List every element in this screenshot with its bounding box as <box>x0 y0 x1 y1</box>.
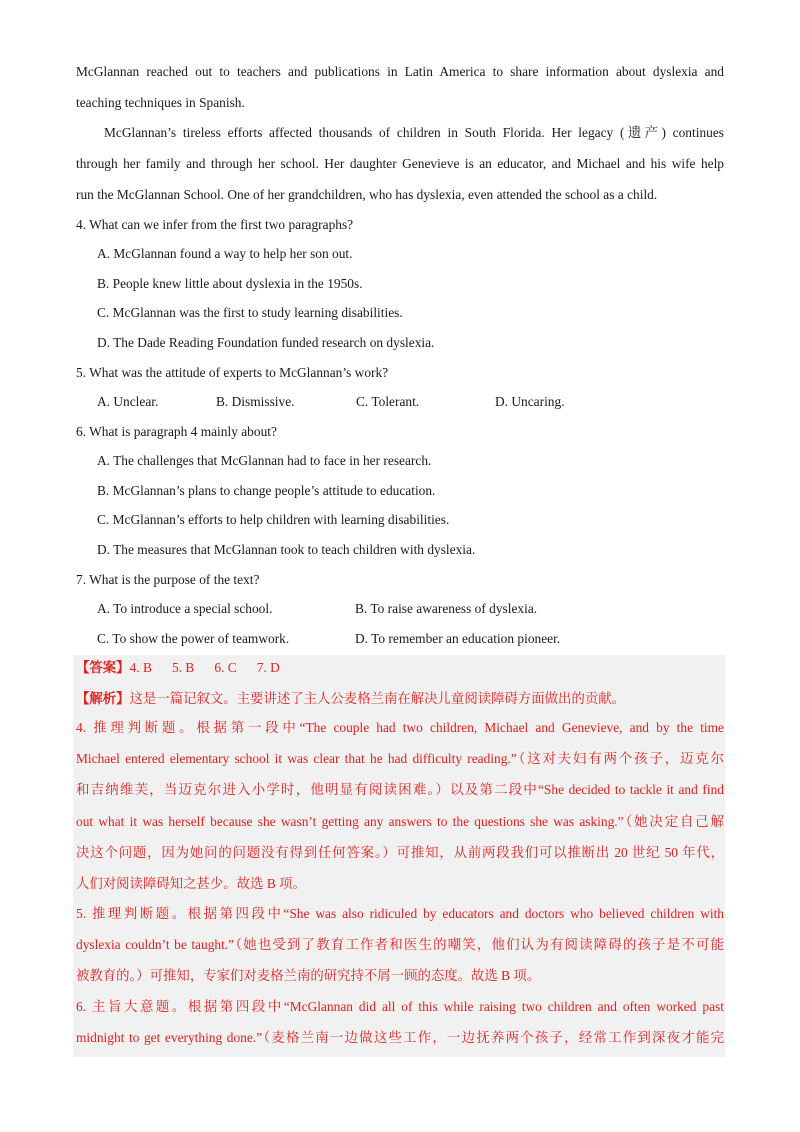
question-7-option-c: C. To show the power of teamwork. <box>97 631 290 646</box>
question-7-option-a: A. To introduce a special school. <box>97 601 273 616</box>
question-4-option-d: D. The Dade Reading Foundation funded research on dyslexia. <box>97 335 435 350</box>
answer-keys: 4. B 5. B 6. C 7. D <box>129 660 280 675</box>
analysis-line: 决这个问题，因为她问的问题没有得到任何答案。）可推知，从前两段我们可以推断出 20 世纪 50 年代， <box>76 845 724 860</box>
analysis-line: 4. 推理判断题。根据第一段中“The couple had two children, Michael and Genevieve, and by the time <box>76 720 724 735</box>
question-5-option-c: C. Tolerant. <box>356 394 420 409</box>
analysis-line: Michael entered elementary school it was clear that he had difficulty reading.”（这对夫妇有两个孩子，迈克尔 <box>76 751 724 766</box>
analysis-line: 人们对阅读障碍知之甚少。故选 B 项。 <box>76 876 306 891</box>
analysis-line: 被教育的。）可推知，专家们对麦格兰南的研究持不屑一顾的态度。故选 B 项。 <box>76 968 541 983</box>
question-6-stem: 6. What is paragraph 4 mainly about? <box>76 424 277 439</box>
answer-label: 【答案】 <box>76 660 130 675</box>
analysis-line: midnight to get everything done.”（麦格兰南一边做这些工作，一边抚养两个孩子，经常工作到深夜才能完 <box>76 1030 724 1045</box>
question-6-option-a: A. The challenges that McGlannan had to face in her research. <box>97 453 432 468</box>
analysis-line: 和吉纳维芙，当迈克尔进入小学时，他明显有阅读困难。）以及第二段中“She decided to tackle it and find <box>76 782 724 797</box>
question-7-option-d: D. To remember an education pioneer. <box>355 631 561 646</box>
analysis-line: out what it was herself because she wasn’t getting any answers to the questions she was asking.”（她决定自己解 <box>76 814 724 829</box>
question-4-option-b: B. People knew little about dyslexia in the 1950s. <box>97 276 363 291</box>
analysis-intro-line <box>76 689 724 709</box>
answer-line <box>76 658 724 678</box>
question-5-option-d: D. Uncaring. <box>495 394 565 409</box>
passage-line: run the McGlannan School. One of her grandchildren, who has dyslexia, even attended the school as a child. <box>76 187 658 202</box>
question-4-stem: 4. What can we infer from the first two paragraphs? <box>76 217 354 232</box>
passage-line: teaching techniques in Spanish. <box>76 95 245 110</box>
question-5-stem: 5. What was the attitude of experts to McGlannan’s work? <box>76 365 389 380</box>
question-6-option-c: C. McGlannan’s efforts to help children with learning disabilities. <box>97 512 450 527</box>
question-6-option-b: B. McGlannan’s plans to change people’s attitude to education. <box>97 483 436 498</box>
question-7-stem: 7. What is the purpose of the text? <box>76 572 260 587</box>
analysis-intro: 这是一篇记叙文。主要讲述了主人公麦格兰南在解决儿童阅读障碍方面做出的贡献。 <box>129 691 626 706</box>
question-5-option-a: A. Unclear. <box>97 394 159 409</box>
question-4-option-a: A. McGlannan found a way to help her son out. <box>97 246 353 261</box>
analysis-label: 【解析】 <box>76 691 130 706</box>
passage-line: through her family and through her school. Her daughter Genevieve is an educator, and Michael and his wife help <box>76 156 724 171</box>
question-6-option-d: D. The measures that McGlannan took to teach children with dyslexia. <box>97 542 476 557</box>
analysis-line: 6. 主旨大意题。根据第四段中“McGlannan did all of this while raising two children and often worked past <box>76 999 724 1014</box>
question-4-option-c: C. McGlannan was the first to study learning disabilities. <box>97 305 403 320</box>
question-5-option-b: B. Dismissive. <box>216 394 295 409</box>
passage-line: McGlannan reached out to teachers and publications in Latin America to share information about dyslexia and <box>76 64 724 79</box>
analysis-line: 5. 推理判断题。根据第四段中“She was also ridiculed by educators and doctors who believed children with <box>76 906 724 921</box>
question-7-option-b: B. To raise awareness of dyslexia. <box>355 601 538 616</box>
passage-line: McGlannan’s tireless efforts affected thousands of children in South Florida. Her legacy (遗产) continues <box>104 125 724 140</box>
analysis-line: dyslexia couldn’t be taught.”（她也受到了教育工作者和医生的嘲笑，他们认为有阅读障碍的孩子是不可能 <box>76 937 724 952</box>
